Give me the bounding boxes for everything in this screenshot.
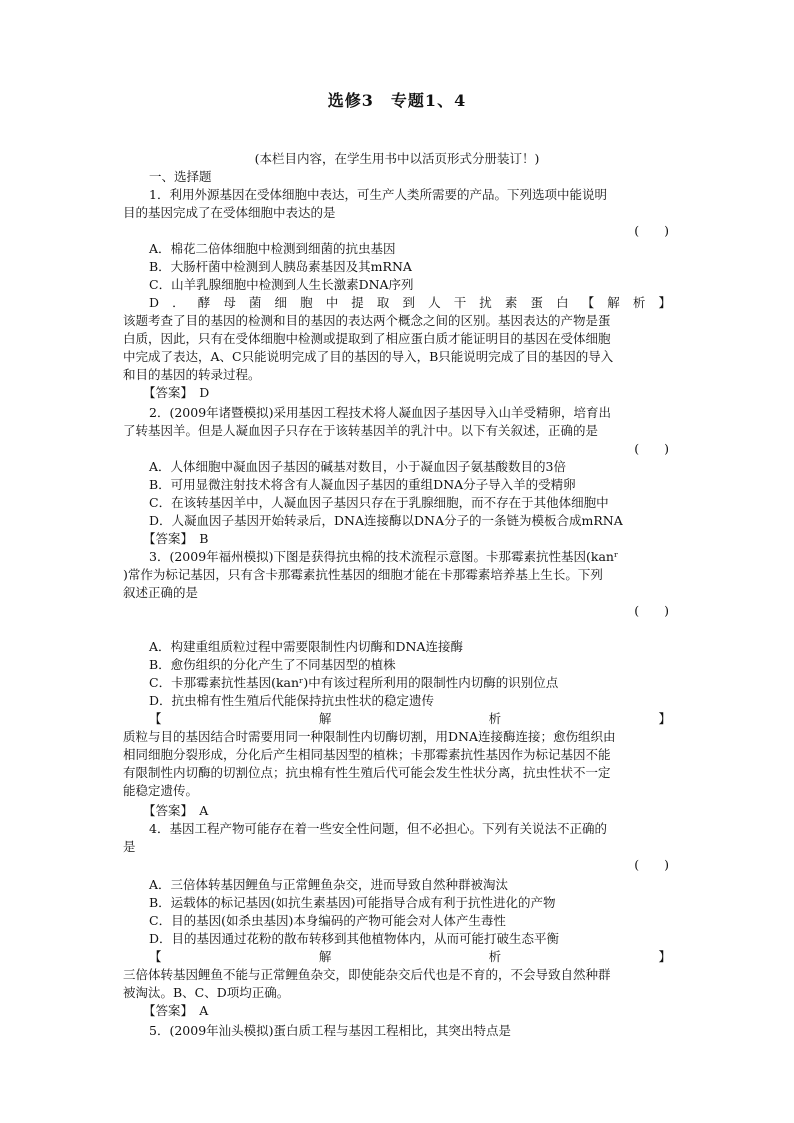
q1-option-c: C．山羊乳腺细胞中检测到人生长激素DNA序列: [149, 277, 414, 292]
q1-option-d: D．酵母菌细胞中提取到人干扰素蛋白【解析】: [149, 295, 671, 310]
q3-explanation-line4: 能稳定遗传。: [123, 783, 199, 798]
q2-stem-line2: 了转基因羊。但是人凝血因子只存在于该转基因羊的乳汁中。以下有关叙述，正确的是: [123, 423, 599, 438]
q4-explanation-line1: 三倍体转基因鲤鱼不能与正常鲤鱼杂交，即使能杂交后代也是不育的，不会导致自然种群: [123, 967, 611, 982]
q2-option-a: A．人体细胞中凝血因子基因的碱基对数目，小于凝血因子氨基酸数目的3倍: [149, 459, 566, 474]
q4-analysis-heading: 【解析】: [149, 949, 671, 964]
q3-option-c: C．卡那霉素抗性基因(kanʳ)中有该过程所利用的限制性内切酶的识别位点: [149, 675, 559, 690]
q1-answer-blank: ( ): [634, 223, 669, 238]
q1-explanation-line1: 该题考查了目的基因的检测和目的基因的表达两个概念之间的区别。基因表达的产物是蛋: [123, 313, 611, 328]
q3-explanation-line3: 有限制性内切酶的切割位点；抗虫棉有性生殖后代可能会发生性状分离，抗虫性状不一定: [123, 765, 611, 780]
q1-answer: 【答案】 D: [143, 385, 210, 400]
q3-stem-line3: 叙述正确的是: [123, 585, 199, 600]
q1-stem-line1: 1．利用外源基因在受体细胞中表达，可生产人类所需要的产品。下列选项中能说明: [149, 187, 607, 202]
q3-stem-line1: 3．(2009年福州模拟)下图是获得抗虫棉的技术流程示意图。卡那霉素抗性基因(kanʳ: [149, 549, 619, 564]
q1-option-b: B．大肠杆菌中检测到人胰岛素基因及其mRNA: [149, 259, 412, 274]
q3-analysis-heading: 【解析】: [149, 711, 671, 726]
section-heading: 一、选择题: [149, 169, 212, 184]
q4-stem-line2: 是: [123, 839, 136, 854]
q2-option-b: B．可用显微注射技术将含有人凝血因子基因的重组DNA分子导入羊的受精卵: [149, 477, 576, 492]
q3-answer: 【答案】 A: [143, 803, 209, 818]
q3-option-d: D．抗虫棉有性生殖后代能保持抗虫性状的稳定遗传: [149, 693, 435, 708]
q4-option-d: D．目的基因通过花粉的散布转移到其他植物体内，从而可能打破生态平衡: [149, 931, 560, 946]
q3-explanation-line1: 质粒与目的基因结合时需要用同一种限制性内切酶切割，用DNA连接酶连接；愈伤组织由: [123, 729, 616, 744]
q1-explanation-line2: 白质，因此，只有在受体细胞中检测或提取到了相应蛋白质才能证明目的基因在受体细胞: [123, 331, 611, 346]
q3-stem-line2: )常作为标记基因，只有含卡那霉素抗性基因的细胞才能在卡那霉素培养基上生长。下列: [123, 567, 603, 582]
q2-stem-line1: 2．(2009年诸暨模拟)采用基因工程技术将人凝血因子基因导入山羊受精卵，培育出: [149, 405, 612, 420]
q2-option-c: C．在该转基因羊中，人凝血因子基因只存在于乳腺细胞，而不存在于其他体细胞中: [149, 495, 609, 510]
q5-stem-line1: 5．(2009年汕头模拟)蛋白质工程与基因工程相比，其突出特点是: [149, 1023, 512, 1038]
page-title: 选修3 专题1、4: [327, 91, 467, 110]
q4-option-a: A．三倍体转基因鲤鱼与正常鲤鱼杂交，进而导致自然种群被淘汰: [149, 877, 509, 892]
q1-explanation-line3: 中完成了表达，A、C只能说明完成了目的基因的导入，B只能说明完成了目的基因的导入: [123, 349, 614, 364]
binding-note: (本栏目内容，在学生用书中以活页形式分册装订！): [254, 151, 540, 166]
q3-option-b: B．愈伤组织的分化产生了不同基因型的植株: [149, 657, 396, 672]
q1-explanation-line4: 和目的基因的转录过程。: [123, 367, 261, 382]
q4-option-b: B．运载体的标记基因(如抗生素基因)可能指导合成有利于抗性进化的产物: [149, 895, 556, 910]
q3-option-a: A．构建重组质粒过程中需要限制性内切酶和DNA连接酶: [149, 639, 464, 654]
q4-answer: 【答案】 A: [143, 1003, 209, 1018]
q4-explanation-line2: 被淘汰。B、C、D项均正确。: [123, 985, 290, 1000]
q4-answer-blank: ( ): [634, 857, 669, 872]
q2-answer: 【答案】 B: [143, 531, 209, 546]
q4-option-c: C．目的基因(如杀虫基因)本身编码的产物可能会对人体产生毒性: [149, 913, 506, 928]
q1-option-a: A．棉花二倍体细胞中检测到细菌的抗虫基因: [149, 241, 396, 256]
q3-explanation-line2: 相同细胞分裂形成，分化后产生相同基因型的植株；卡那霉素抗性基因作为标记基因不能: [123, 747, 611, 762]
q4-stem-line1: 4．基因工程产物可能存在着一些安全性问题，但不必担心。下列有关说法不正确的: [149, 821, 607, 836]
q3-answer-blank: ( ): [634, 603, 669, 618]
q1-stem-line2: 目的基因完成了在受体细胞中表达的是: [123, 205, 336, 220]
q2-answer-blank: ( ): [634, 441, 669, 456]
q2-option-d: D．人凝血因子基因开始转录后，DNA连接酶以DNA分子的一条链为模板合成mRNA: [149, 513, 623, 528]
